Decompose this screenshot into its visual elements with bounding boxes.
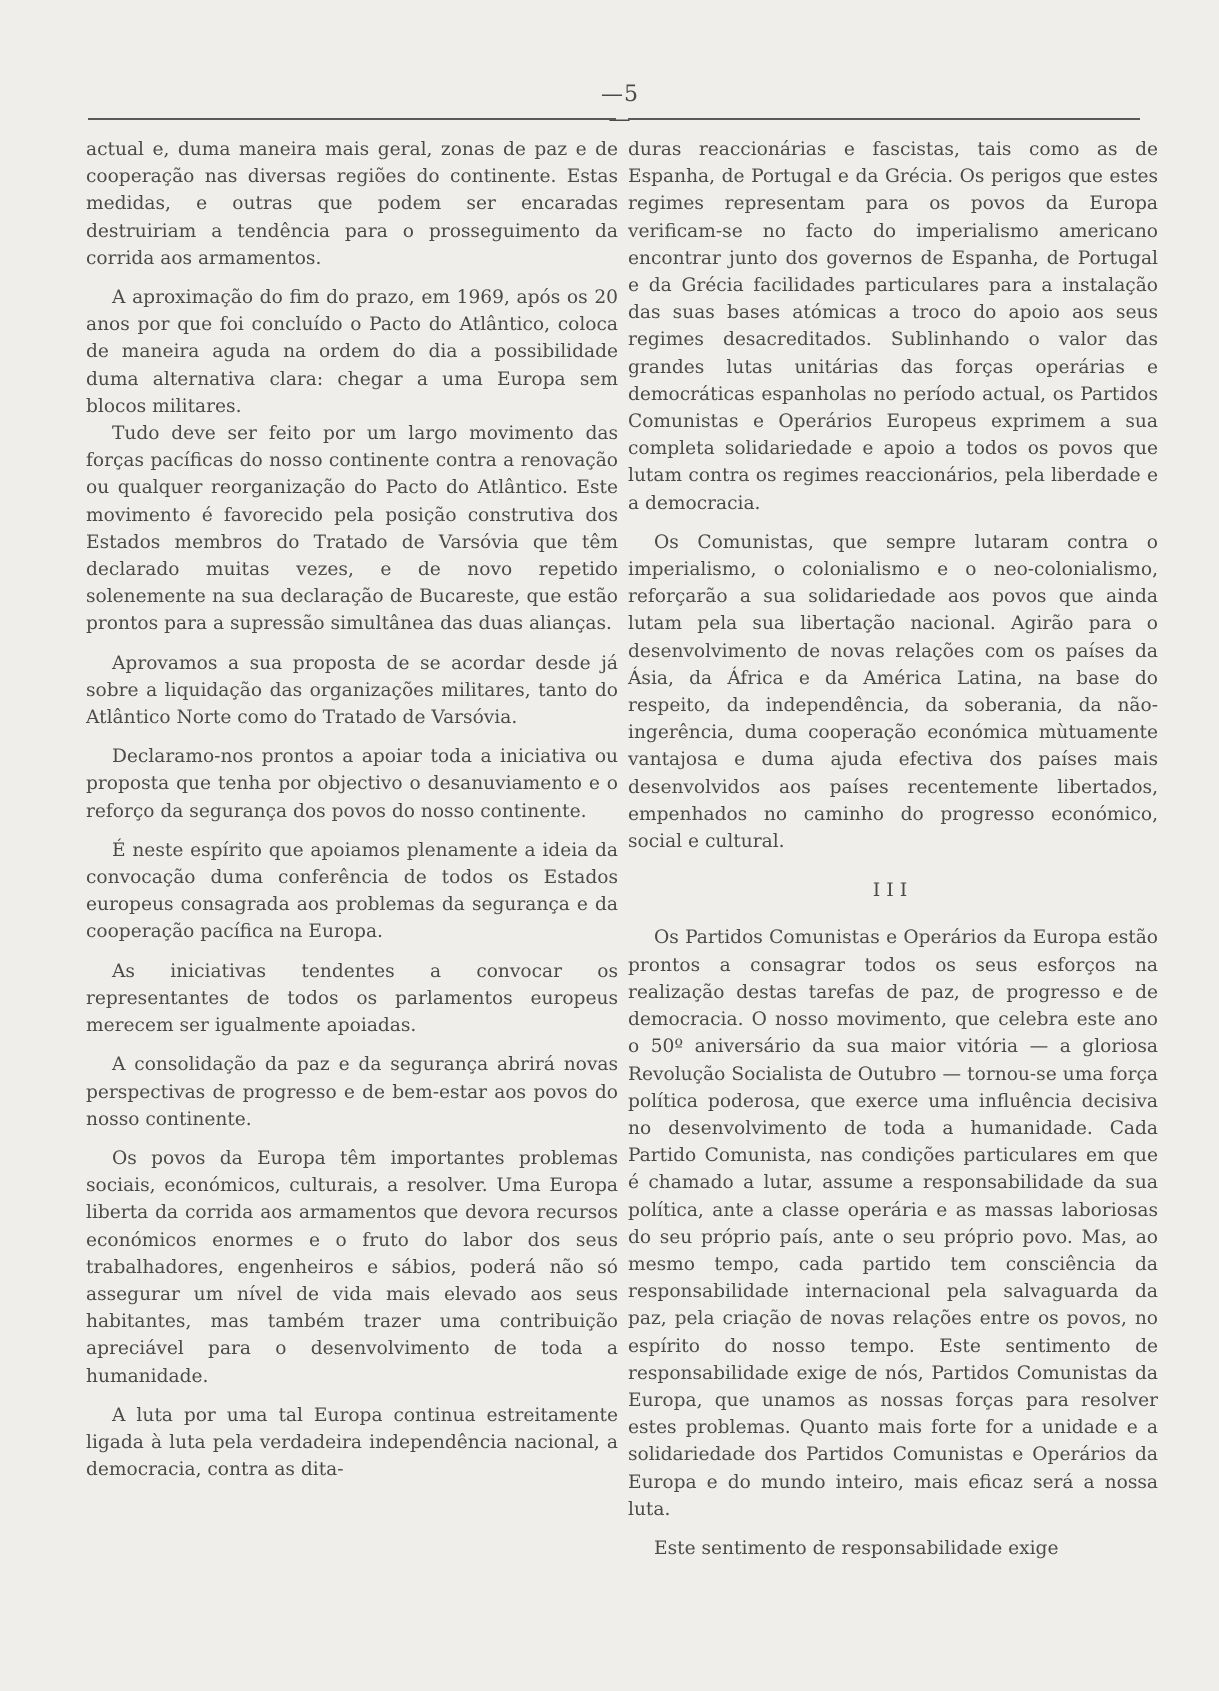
paragraph: duras reaccionárias e fascistas, tais como as de Espanha, de Portugal e da Grécia. Os perigos que estes regimes representam para os povos da Europa verificam-se no facto do imperialismo americano encontrar junto dos governos de Espanha, de Portugal e da Grécia facilidades particulares para a instalação das suas bases atómicas a troco do apoio aos seus regimes desacreditados. Sublinhando o valor das grandes lutas unitárias das forças operárias e democráticas espanholas no período actual, os Partidos Comunistas e Operários Europeus exprimem a sua completa solidariedade e apoio a todos os povos que lutam contra os regimes reaccionários, pela liberdade e a democracia. xyxy=(628,139,1158,514)
paragraph: actual e, duma maneira mais geral, zonas de paz e de cooperação nas diversas regiões do continente. Estas medidas, e outras que podem ser encaradas destruiriam a tendência para o prosseguimento da corrida aos armamentos. xyxy=(86,139,618,269)
paragraph: Declaramo-nos prontos a apoiar toda a iniciativa ou proposta que tenha por objectivo o desanuviamento e o reforço da segurança dos povos do nosso continente. xyxy=(86,746,618,822)
paragraph: Este sentimento de responsabilidade exige xyxy=(654,1537,1059,1559)
paragraph: Tudo deve ser feito por um largo movimento das forças pacíficas do nosso continente contra a renovação ou qualquer reorganização do Pacto do Atlântico. Este movimento é favorecido pela posição construtiva dos Estados membros do Tratado de Varsóvia que têm declarado muitas vezes, e de novo repetido solenemente na sua declaração de Bucareste, que estão prontos para a supressão simultânea das duas alianças. xyxy=(86,423,618,635)
paragraph: A luta por uma tal Europa continua estreitamente ligada à luta pela verdadeira independência nacional, a democracia, contra as dita- xyxy=(86,1404,618,1481)
section-heading: III xyxy=(872,879,914,902)
paragraph: Os povos da Europa têm importantes problemas sociais, económicos, culturais, a resolver. Uma Europa liberta da corrida aos armamentos que devora recursos económicos enormes e o fruto do labor dos seus trabalhadores, engenheiros e sábios, poderá não só assegurar um nível de vida mais elevado aos seus habitantes, mas também trazer uma contribuição apreciável para o desenvolvimento de toda a humanidade. xyxy=(86,1147,618,1387)
page-number: —5— xyxy=(601,82,639,132)
paragraph: As iniciativas tendentes a convocar os representantes de todos os parlamentos europeus merecem ser igualmente apoiadas. xyxy=(86,960,618,1037)
right-column xyxy=(628,136,1158,1562)
paragraph: Os Comunistas, que sempre lutaram contra o imperialismo, o colonialismo e o neo-colonialismo, reforçarão a sua solidariedade aos povos que ainda lutam pela sua libertação nacional. Agirão para o desenvolvimento de novas relações com os países da Ásia, da África e da América Latina, na base do respeito, da independência, da soberania, da não-ingerência, duma cooperação económica mùtuamente vantajosa e duma ajuda efectiva dos países mais desenvolvidos aos países recentemente libertados, empenhados no caminho do progresso económico, social e cultural. xyxy=(628,531,1158,853)
header-rule-left xyxy=(88,118,616,120)
header-rule-right xyxy=(628,118,1140,120)
left-column xyxy=(86,136,618,1483)
paragraph: É neste espírito que apoiamos plenamente a ideia da convocação duma conferência de todos os Estados europeus consagrada aos problemas da segurança e da cooperação pacífica na Europa. xyxy=(86,839,618,943)
paragraph: Os Partidos Comunistas e Operários da Europa estão prontos a consagrar todos os seus esforços na realização destas tarefas de paz, de progresso e de democracia. O nosso movimento, que celebra este ano o 50º aniversário da sua maior vitória — a gloriosa Revolução Socialista de Outubro — tornou-se uma força política poderosa, que exerce uma influência decisiva no desenvolvimento de toda a humanidade. Cada Partido Comunista, nas condições particulares em que é chamado a lutar, assume a responsabilidade da sua política, ante a classe operária e as massas laboriosas do seu próprio país, ante o seu próprio povo. Mas, ao mesmo tempo, cada partido tem consciência da responsabilidade internacional pela salvaguarda da paz, pela criação de novas relações entre os povos, no espírito do nosso tempo. Este sentimento de responsabilidade exige de nós, Partidos Comunistas da Europa, que unamos as nossas forças para resolver estes problemas. Quanto mais forte for a unidade e a solidariedade dos Partidos Comunistas e Operários da Europa e do mundo inteiro, mais eficaz será a nossa luta. xyxy=(628,927,1158,1520)
paragraph: A aproximação do fim do prazo, em 1969, após os 20 anos por que foi concluído o Pacto do Atlântico, coloca de maneira aguda na ordem do dia a possibilidade duma alternativa clara: chegar a uma Europa sem blocos militares. xyxy=(86,287,618,417)
paragraph: A consolidação da paz e da segurança abrirá novas perspectivas de progresso e de bem-estar aos povos do nosso continente. xyxy=(86,1054,618,1130)
paragraph: Aprovamos a sua proposta de se acordar desde já sobre a liquidação das organizações militares, tanto do Atlântico Norte como do Tratado de Varsóvia. xyxy=(86,652,618,729)
